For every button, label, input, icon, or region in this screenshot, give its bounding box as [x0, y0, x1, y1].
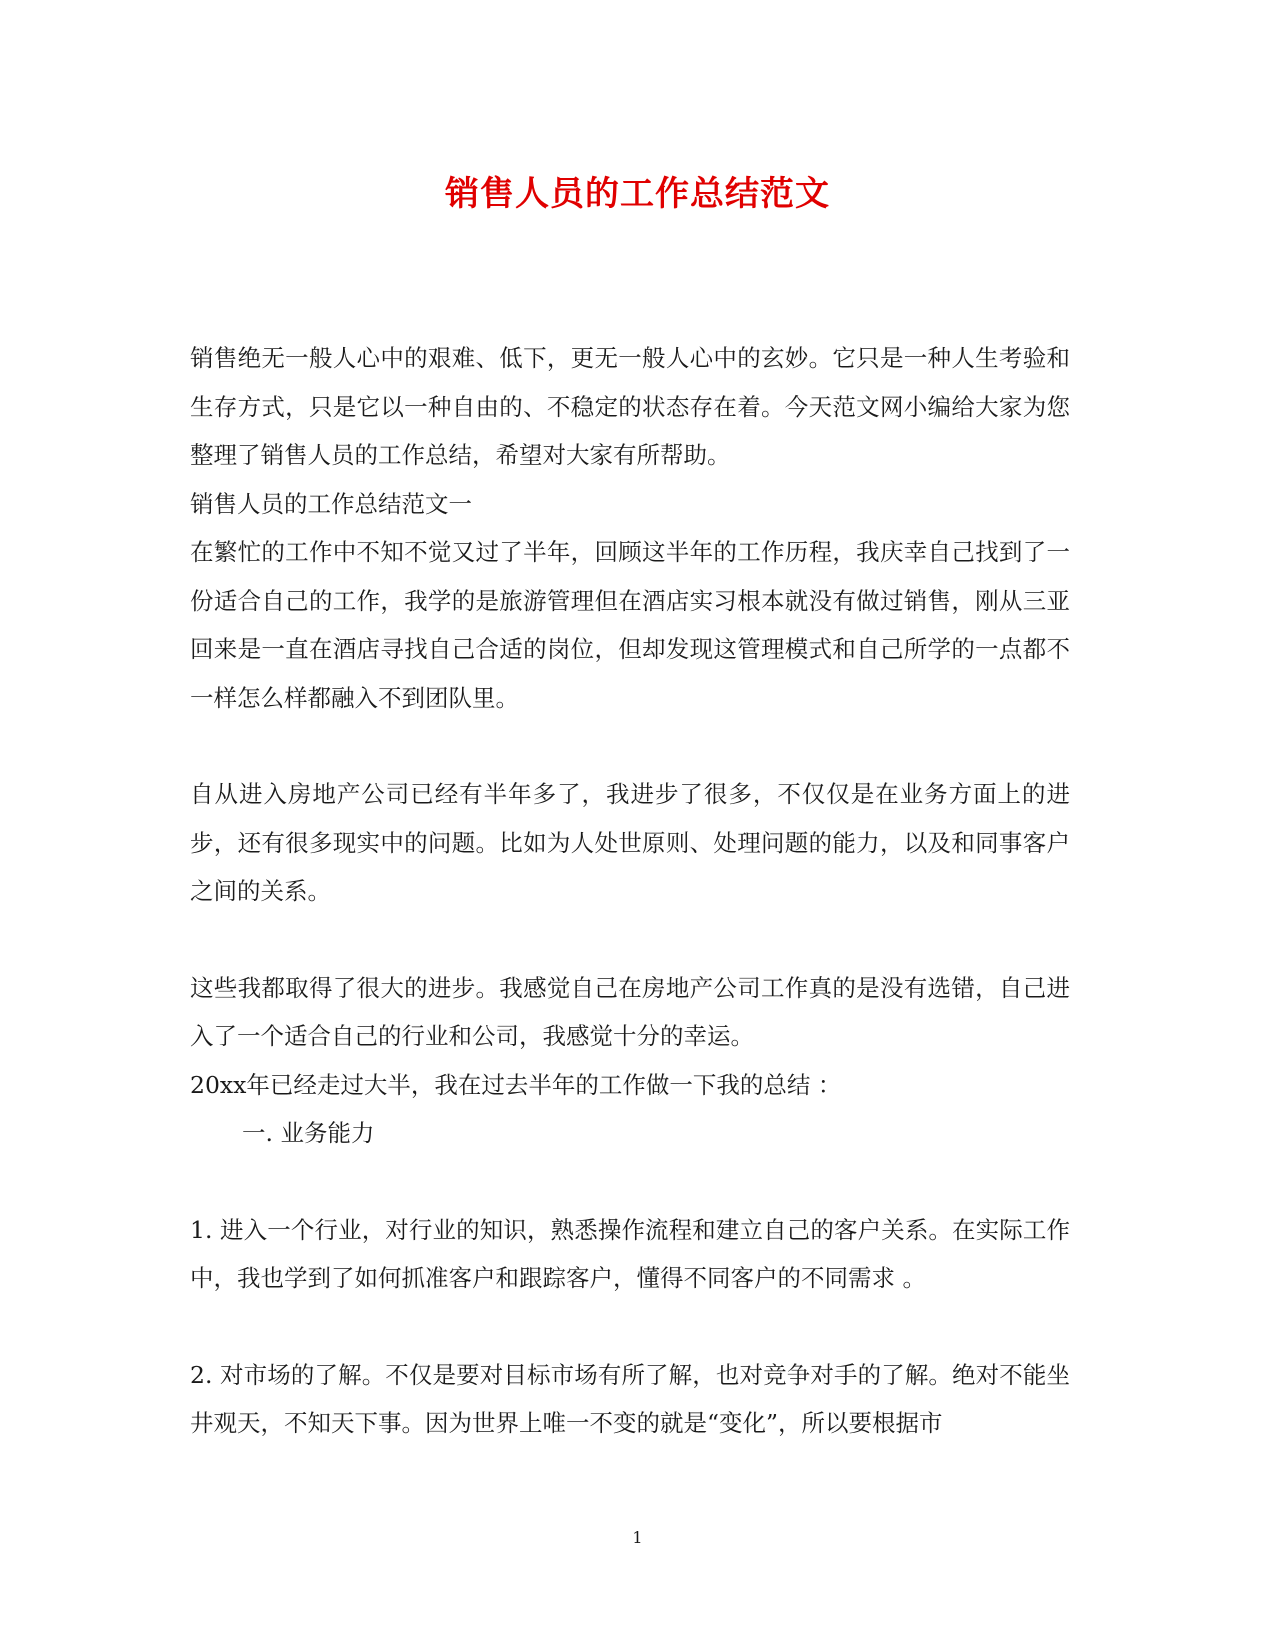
paragraph-3: 这些我都取得了很大的进步。我感觉自己在房地产公司工作真的是没有选错，自己进入了一个适合自己的行业和公司，我感觉十分的幸运。 [190, 973, 1070, 1050]
paragraph-2: 自从进入房地产公司已经有半年多了，我进步了很多，不仅仅是在业务方面上的进步，还有很多现实中的问题。比如为人处世原则、处理问题的能力，以及和同事客户之间的关系。 [190, 780, 1070, 905]
list-item-1: 1. 进入一个行业，对行业的知识，熟悉操作流程和建立自己的客户关系。在实际工作中，我也学到了如何抓准客户和跟踪客户，懂得不同客户的不同需求 。 [190, 1215, 1070, 1292]
document-body [190, 334, 1070, 1448]
paragraph-intro: 销售绝无一般人心中的艰难、低下，更无一般人心中的玄妙。它只是一种人生考验和生存方式，只是它以一种自由的、不稳定的状态存在着。今天范文网小编给大家为您整理了销售人员的工作总结，希望对大家有所帮助。 [190, 344, 1070, 469]
list-item-2: 2. 对市场的了解。不仅是要对目标市场有所了解，也对竞争对手的了解。绝对不能坐井观天，不知天下事。因为世界上唯一不变的就是“变化”，所以要根据市 [190, 1360, 1070, 1437]
section-heading: 销售人员的工作总结范文一 [190, 489, 472, 518]
paragraph-1: 在繁忙的工作中不知不觉又过了半年，回顾这半年的工作历程，我庆幸自己找到了一份适合自己的工作，我学的是旅游管理但在酒店实习根本就没有做过销售，刚从三亚回来是一直在酒店寻找自己合适的岗位，但却发现这管理模式和自己所学的一点都不一样怎么样都融入不到团队里。 [190, 538, 1070, 712]
paragraph-4: 20xx年已经走过大半，我在过去半年的工作做一下我的总结 ： [190, 1070, 842, 1099]
subheading-business-ability: 一. 业务能力 [242, 1119, 375, 1147]
page-number: 1 [632, 1528, 643, 1547]
document-title: 销售人员的工作总结范文 [445, 174, 830, 214]
